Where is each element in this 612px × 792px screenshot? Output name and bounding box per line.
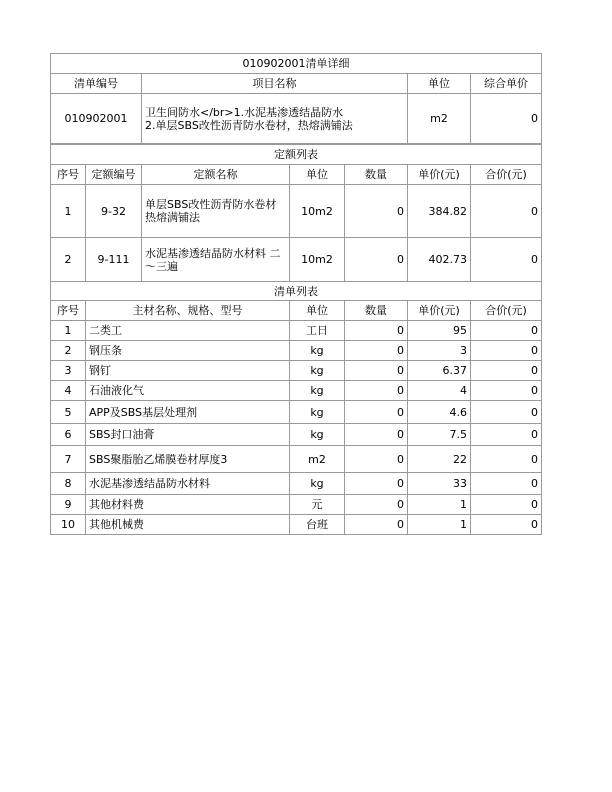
material-seq: 3 [51, 361, 86, 381]
quota-seq: 2 [51, 238, 86, 282]
quota-name-line: 单层SBS改性沥青防水卷材 [145, 198, 277, 211]
material-seq: 5 [51, 401, 86, 424]
quota-price: 384.82 [408, 185, 471, 238]
material-qty: 0 [345, 361, 408, 381]
material-total: 0 [471, 515, 542, 535]
material-seq: 10 [51, 515, 86, 535]
material-total: 0 [471, 361, 542, 381]
material-qty: 0 [345, 473, 408, 495]
material-qty: 0 [345, 321, 408, 341]
bill-name [142, 94, 408, 144]
material-price: 33 [408, 473, 471, 495]
material-name: SBS聚脂胎乙烯膜卷材厚度3 [86, 446, 290, 473]
material-name: 水泥基渗透结晶防水材料 [86, 473, 290, 495]
bill-name-line: 2.单层SBS改性沥青防水卷材，热熔满铺法 [145, 118, 353, 132]
material-name: 二类工 [86, 321, 290, 341]
material-table [50, 281, 542, 535]
quota-code: 9-32 [86, 185, 142, 238]
material-seq: 2 [51, 341, 86, 361]
quota-code-header: 定额编号 [86, 165, 142, 185]
material-name: 钢压条 [86, 341, 290, 361]
material-unit: kg [290, 361, 345, 381]
material-price: 95 [408, 321, 471, 341]
quota-qty: 0 [345, 238, 408, 282]
quota-name-line: 水泥基渗透结晶防水材料 二 [145, 246, 281, 260]
material-qty: 0 [345, 401, 408, 424]
material-qty: 0 [345, 515, 408, 535]
material-total: 0 [471, 321, 542, 341]
table-row [51, 515, 542, 535]
material-seq: 1 [51, 321, 86, 341]
bill-name-header: 项目名称 [142, 74, 408, 94]
material-total: 0 [471, 473, 542, 495]
bill-unit-price: 0 [471, 94, 542, 144]
material-price: 1 [408, 495, 471, 515]
table-row [51, 238, 542, 282]
material-price: 22 [408, 446, 471, 473]
table-row [51, 381, 542, 401]
material-total: 0 [471, 401, 542, 424]
quota-total: 0 [471, 238, 542, 282]
table-row [51, 495, 542, 515]
quota-name [142, 238, 290, 282]
page-title: 010902001清单详细 [51, 54, 542, 74]
material-name-header: 主材名称、规格、型号 [86, 301, 290, 321]
bill-name-line: 卫生间防水</br>1.水泥基渗透结晶防水 [145, 105, 344, 119]
material-name: 其他机械费 [86, 515, 290, 535]
table-row [51, 473, 542, 495]
bill-unit-price-header: 综合单价 [471, 74, 542, 94]
material-unit: kg [290, 473, 345, 495]
material-unit: m2 [290, 446, 345, 473]
material-name: 石油液化气 [86, 381, 290, 401]
material-seq: 9 [51, 495, 86, 515]
table-row [51, 185, 542, 238]
material-total: 0 [471, 424, 542, 446]
material-qty: 0 [345, 381, 408, 401]
material-price: 3 [408, 341, 471, 361]
material-total: 0 [471, 341, 542, 361]
table-row [51, 424, 542, 446]
quota-price: 402.73 [408, 238, 471, 282]
material-price: 7.5 [408, 424, 471, 446]
quota-total-header: 合价(元) [471, 165, 542, 185]
bill-unit: m2 [408, 94, 471, 144]
quota-section-title: 定额列表 [51, 145, 542, 165]
quota-table [50, 144, 542, 282]
material-name: APP及SBS基层处理剂 [86, 401, 290, 424]
material-total: 0 [471, 381, 542, 401]
table-row [51, 361, 542, 381]
material-seq: 7 [51, 446, 86, 473]
quota-unit-header: 单位 [290, 165, 345, 185]
material-total: 0 [471, 495, 542, 515]
bill-code-header: 清单编号 [51, 74, 142, 94]
table-row [51, 401, 542, 424]
material-seq: 4 [51, 381, 86, 401]
table-row [51, 341, 542, 361]
quota-code: 9-111 [86, 238, 142, 282]
table-row [51, 446, 542, 473]
material-seq-header: 序号 [51, 301, 86, 321]
material-qty: 0 [345, 341, 408, 361]
material-qty-header: 数量 [345, 301, 408, 321]
material-unit: kg [290, 401, 345, 424]
material-section-title: 清单列表 [51, 282, 542, 301]
quota-price-header: 单价(元) [408, 165, 471, 185]
material-name: 其他材料费 [86, 495, 290, 515]
quota-unit: 10m2 [290, 238, 345, 282]
material-price: 4 [408, 381, 471, 401]
material-qty: 0 [345, 424, 408, 446]
material-price: 6.37 [408, 361, 471, 381]
quota-unit: 10m2 [290, 185, 345, 238]
material-unit: 台班 [290, 515, 345, 535]
table-row [51, 321, 542, 341]
material-unit: 元 [290, 495, 345, 515]
quota-seq: 1 [51, 185, 86, 238]
quota-total: 0 [471, 185, 542, 238]
material-unit: kg [290, 381, 345, 401]
material-seq: 6 [51, 424, 86, 446]
material-unit: kg [290, 341, 345, 361]
material-name: SBS封口油膏 [86, 424, 290, 446]
quota-qty-header: 数量 [345, 165, 408, 185]
material-price: 1 [408, 515, 471, 535]
bill-unit-header: 单位 [408, 74, 471, 94]
quota-qty: 0 [345, 185, 408, 238]
bill-code: 010902001 [51, 94, 142, 144]
quota-name-line: ～三遍 [145, 259, 178, 273]
quota-name-line: 热熔满铺法 [145, 211, 200, 224]
quota-seq-header: 序号 [51, 165, 86, 185]
material-unit: 工日 [290, 321, 345, 341]
quota-name-header: 定额名称 [142, 165, 290, 185]
material-unit-header: 单位 [290, 301, 345, 321]
material-price-header: 单价(元) [408, 301, 471, 321]
material-name: 钢钉 [86, 361, 290, 381]
material-unit: kg [290, 424, 345, 446]
material-price: 4.6 [408, 401, 471, 424]
material-qty: 0 [345, 495, 408, 515]
material-seq: 8 [51, 473, 86, 495]
material-total-header: 合价(元) [471, 301, 542, 321]
quota-name [142, 185, 290, 238]
material-total: 0 [471, 446, 542, 473]
bill-table [50, 53, 542, 144]
material-qty: 0 [345, 446, 408, 473]
